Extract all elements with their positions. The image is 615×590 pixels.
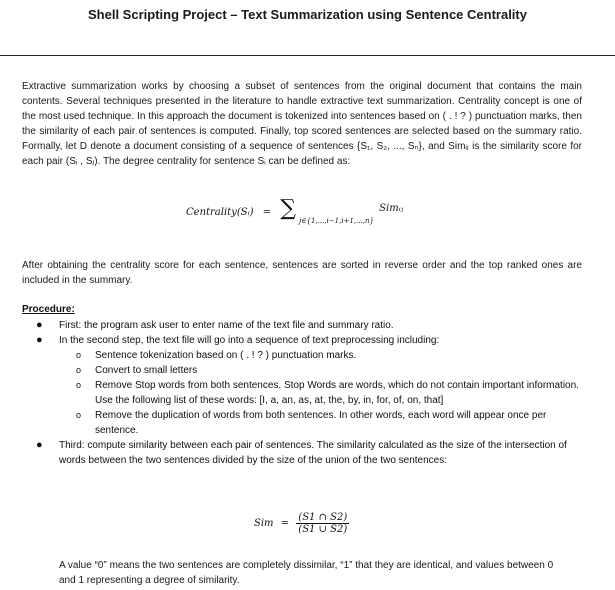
step-text: First: the program ask user to enter name of the text file and summary ratio. (59, 320, 394, 331)
formula-equals: = (280, 518, 290, 529)
similarity-explanation: A value “0” means the two sentences are completely dissimilar, “1” that they are identical, and values between 0 and 1 representing a degree of similarity. (59, 560, 554, 586)
list-item (22, 438, 582, 468)
step-text: Third: compute similarity between each pair of sentences. The similarity calculated as the size of the intersection of words between the two sentences divided by the size of the union of the two sentences: (59, 440, 567, 466)
circle-bullet-icon: o (76, 350, 82, 360)
ranking-paragraph: After obtaining the centrality score for each sentence, sentences are sorted in reverse order and the top ranked ones are included in the summary. (22, 260, 582, 286)
list-item (22, 333, 582, 438)
fraction-denominator: (S1 ∪ S2) (298, 524, 348, 535)
bullet-icon: ● (36, 439, 43, 451)
substep-text: Convert to small letters (95, 365, 198, 376)
substep-text: Sentence tokenization based on ( . ! ? ) punctuation marks. (95, 350, 357, 361)
substep-list (59, 348, 582, 438)
bullet-icon: ● (36, 334, 43, 346)
list-item (59, 363, 582, 378)
list-item (22, 318, 582, 333)
circle-bullet-icon: o (76, 365, 82, 375)
list-item (59, 378, 582, 408)
step-text: In the second step, the text file will go into a sequence of text preprocessing including: (59, 335, 440, 346)
substep-text: Remove Stop words from both sentences. Stop Words are words, which do not contain important information. Use the following list of these words: [I, a, an, as, at, the, by, in, for, of, on, that] (95, 380, 579, 406)
sigma-subscript: j∈{1,...,i−1,i+1,...,n} (299, 217, 374, 225)
procedure-list (22, 318, 582, 468)
formula-term: Simᵢⱼ (379, 203, 404, 214)
header-divider (0, 55, 615, 56)
list-item (59, 408, 582, 438)
formula-lhs: Sim (254, 518, 274, 529)
procedure-heading: Procedure: (22, 304, 75, 315)
circle-bullet-icon: o (76, 410, 82, 420)
circle-bullet-icon: o (76, 380, 82, 390)
list-item (59, 348, 582, 363)
substep-text: Remove the duplication of words from both sentences. In other words, each word will appear once per sentence. (95, 410, 547, 436)
document-title: Shell Scripting Project – Text Summarization using Sentence Centrality (88, 7, 527, 22)
formula-equals: = (262, 207, 272, 218)
similarity-formula (254, 512, 349, 535)
centrality-formula (186, 196, 404, 225)
sigma-symbol: ∑ (280, 196, 296, 221)
formula-lhs: Centrality(Sᵢ) (186, 207, 254, 218)
fraction (296, 512, 349, 535)
bullet-icon: ● (36, 319, 43, 331)
fraction-numerator: (S1 ∩ S2) (298, 512, 348, 523)
intro-paragraph: Extractive summarization works by choosing a subset of sentences from the original document that contains the main contents. Several techniques presented in the literature to handle extractive text summarization. Centrality concept is one of the most used technique. In this approach the document is tokenized into sentences based on ( . ! ? ) punctuation marks, then the similarity of each pair of sentences is computed. Finally, top scored sentences are selected based on the summary ratio. Formally, let D denote a document consisting of a sequence of sentences {S₁, S₂, ..., Sₙ}, and Simᵢⱼ is the similarity score for each pair (Sᵢ , Sⱼ). The degree centrality for sentence Sᵢ can be defined as: (22, 81, 582, 167)
